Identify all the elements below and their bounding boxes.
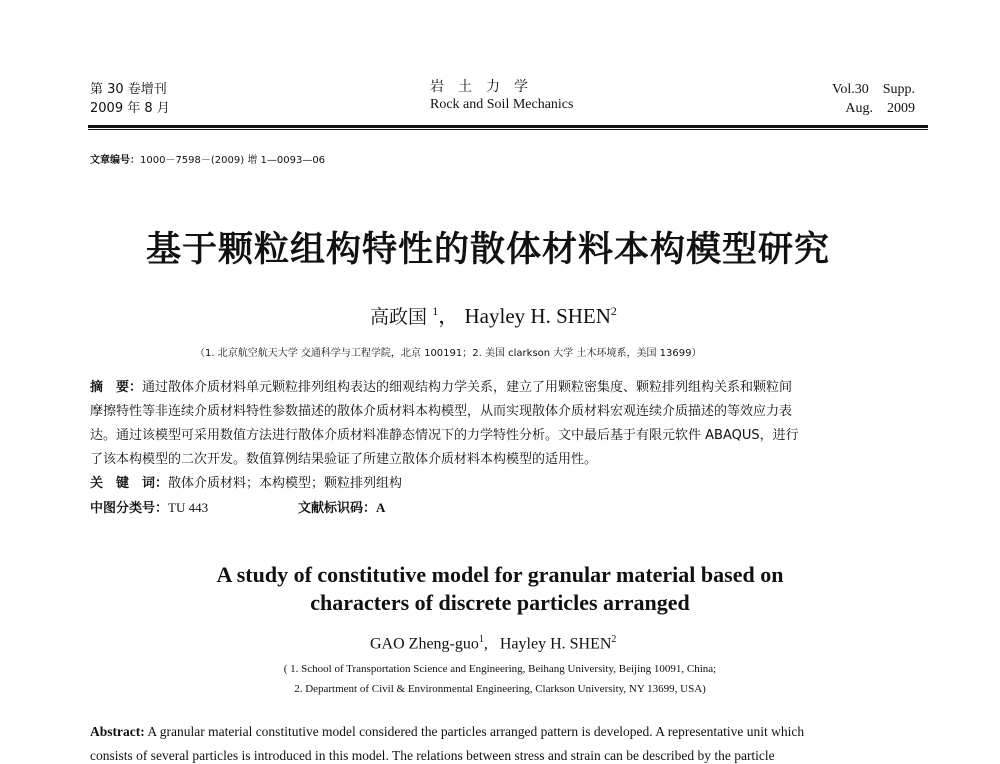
affiliation-en-line1: ( 1. School of Transportation Science and Engineering, Beihang University, Beijing 10091, China; — [283, 663, 717, 675]
author1-cn: 高政国 — [370, 306, 428, 328]
affiliation-cn: （1. 北京航空航天大学 交通科学与工程学院，北京 100191；2. 美国 clarkson 大学 土木环境系，美国 13699） — [195, 348, 702, 359]
article-id — [90, 151, 325, 166]
keywords-cn-label: 关 键 词： — [90, 476, 169, 491]
author2-en: Hayley H. SHEN — [499, 635, 612, 653]
header-journal-en: Rock and Soil Mechanics — [430, 97, 574, 112]
author1-en: GAO Zheng-guo — [370, 635, 479, 653]
header-volume-en: Vol.30 Supp. — [832, 82, 915, 97]
abstract-cn-label: 摘 要： — [90, 380, 143, 395]
authors-en-sep: , — [483, 635, 488, 653]
author1-en-sup: 1 — [478, 634, 484, 645]
header-date-cn: 2009 年 8 月 — [90, 101, 170, 116]
abstract-cn-line3: 达。通过该模型可采用数值方法进行散体介质材料准静态情况下的力学特性分析。文中最后基于有限元软件 ABAQUS，进行 — [90, 428, 799, 443]
header-rule-thick — [88, 125, 928, 128]
doc-code — [298, 496, 385, 520]
title-en-line2: characters of discrete particles arranged — [310, 590, 690, 615]
abstract-en-line1 — [90, 724, 804, 740]
affiliation-en-line2: 2. Department of Civil & Environmental Engineering, Clarkson University, NY 13699, USA) — [294, 683, 706, 695]
abstract-en-line2: consists of several particles is introduced in this model. The relations between stress and strain can be described by the particle — [90, 748, 775, 763]
header-journal-cn: 岩 土 力 学 — [430, 79, 528, 95]
authors-sep: ， — [438, 304, 460, 328]
keywords-cn — [90, 472, 402, 495]
classification-label: 中图分类号： — [90, 501, 169, 516]
author1-sup: 1 — [432, 304, 439, 318]
article-id-value: 1000－7598－(2009) 增 1—0093—06 — [140, 155, 326, 166]
abstract-cn-line2: 摩擦特性等非连续介质材料特性参数描述的散体介质材料本构模型，从而实现散体介质材料宏观连续介质描述的等效应力表 — [90, 404, 793, 419]
keywords-cn-value: 散体介质材料；本构模型；颗粒排列组构 — [168, 476, 403, 491]
header-date-en: Aug. 2009 — [845, 101, 915, 116]
header-volume: 第 30 卷增刊 — [90, 82, 167, 97]
abstract-en-text1: A granular material constitutive model considered the particles arranged pattern is developed. A representative unit which — [144, 724, 805, 739]
abstract-cn-line4: 了该本构模型的二次开发。数值算例结果验证了所建立散体介质材料本构模型的适用性。 — [90, 452, 598, 467]
abstract-cn-text1: 通过散体介质材料单元颗粒排列组构表达的细观结构力学关系，建立了用颗粒密集度、颗粒排列组构关系和颗粒间 — [142, 380, 793, 395]
title-cn: 基于颗粒组构特性的散体材料本构模型研究 — [146, 230, 831, 270]
abstract-cn-line1 — [90, 376, 792, 399]
header-rule-thin — [88, 129, 928, 130]
author2-cn: Hayley H. SHEN — [464, 304, 611, 328]
abstract-en-label: Abstract: — [90, 724, 145, 739]
author2-sup: 2 — [610, 304, 617, 318]
author2-en-sup: 2 — [611, 634, 617, 645]
authors-en — [370, 634, 616, 653]
classification-value: TU 443 — [168, 500, 209, 515]
classification — [90, 496, 208, 520]
article-id-label: 文章编号： — [90, 155, 140, 166]
authors-cn — [370, 300, 617, 330]
doc-code-value: A — [376, 500, 386, 515]
title-en-line1: A study of constitutive model for granular material based on — [216, 562, 784, 587]
doc-code-label: 文献标识码： — [298, 501, 377, 516]
